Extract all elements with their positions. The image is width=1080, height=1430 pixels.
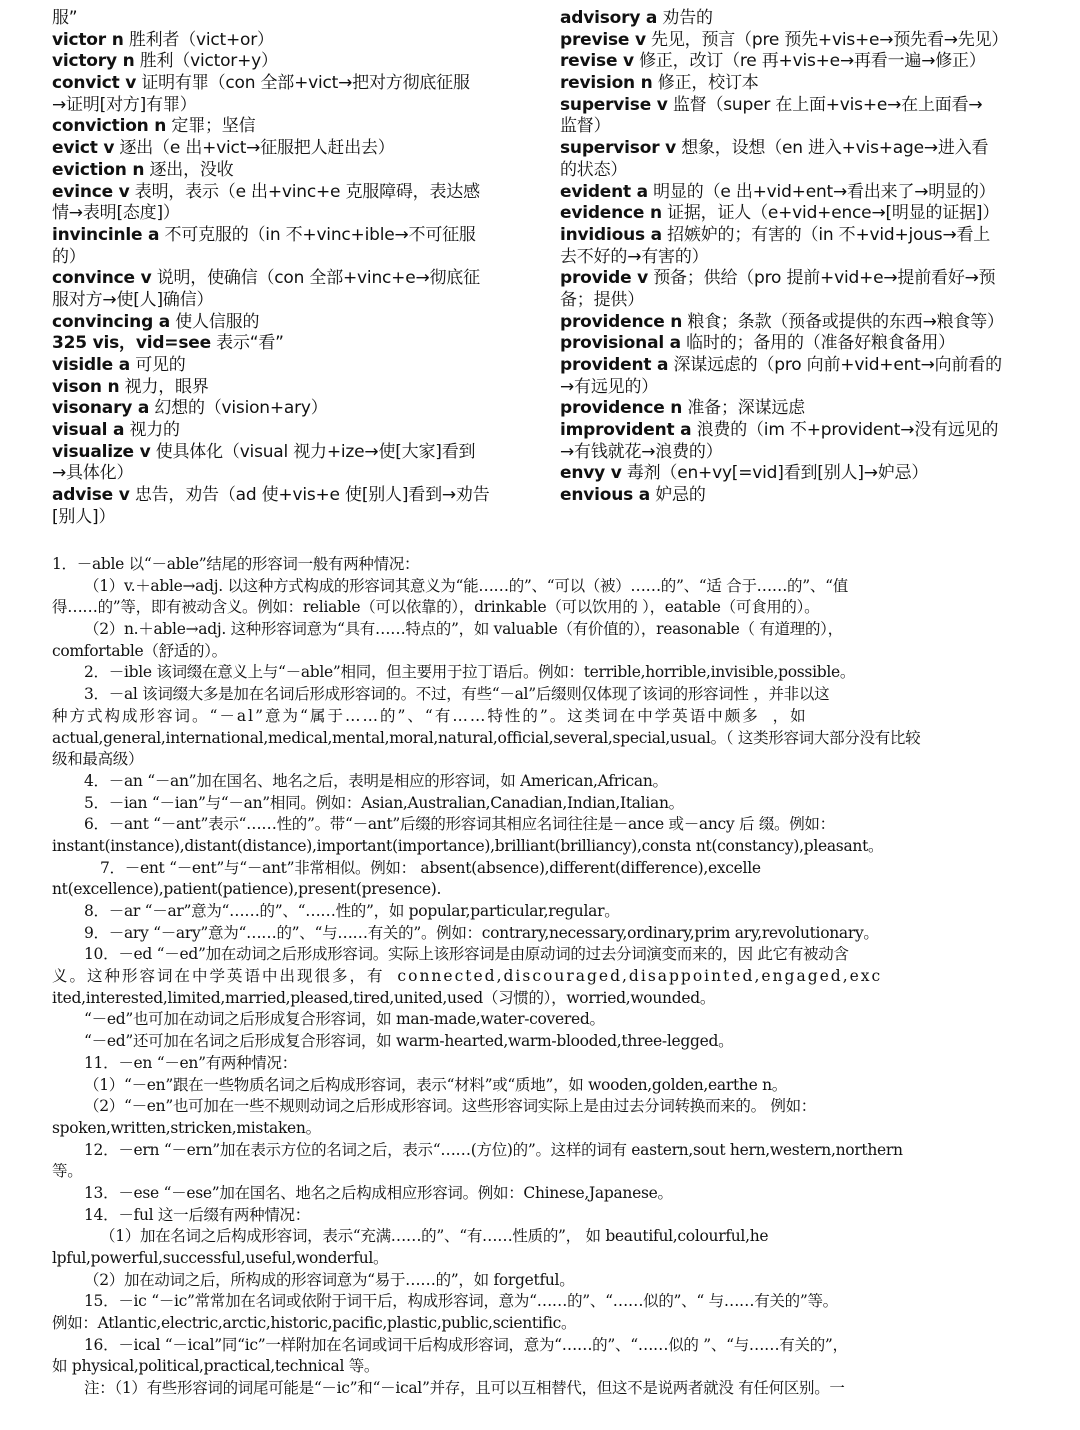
- definition: 预备；供给（pro 提前+vid+e→提前看好→预: [648, 268, 996, 289]
- vocab-entry-line: [52, 333, 530, 355]
- text-line: 12．－ern “－ern”加在表示方位的名词之后，表示“……(方位)的”。这样的词有 eastern,sout hern,western,northern: [84, 1140, 903, 1159]
- text-line: 10．－ed “－ed”加在动词之后形成形容词。实际上该形容词是由原动词的过去分词演变而来的，因 此它有被动含: [84, 945, 849, 964]
- headword: evince v: [52, 181, 130, 202]
- vocab-entry-line: [52, 485, 530, 507]
- text-line: 3．－al 该词缀大多是加在名词后形成形容词的。不过，有些“－al”后缀则仅体现了该词的形容词性 ，并非以这: [84, 685, 830, 704]
- headword: revision n: [560, 73, 653, 94]
- headword: provide v: [560, 268, 649, 289]
- vocab-entry-line: [52, 463, 530, 485]
- vocab-entry-line: [560, 333, 1038, 355]
- text-line: ited,interested,limited,married,pleased,tired,united,used（习惯的），worried,wounded。: [52, 988, 716, 1007]
- vocab-entry-line: [52, 73, 530, 95]
- vocab-entry-line: [52, 51, 530, 73]
- definition: 定罪；坚信: [166, 116, 256, 137]
- definition: 使人信服的: [170, 311, 260, 332]
- vocab-column-right: [560, 8, 1038, 507]
- definition: 先见，预言（pre 预先+vis+e→预先看→先见）: [645, 29, 1009, 50]
- headword: eviction n: [52, 159, 145, 180]
- vocab-entry-line: [52, 268, 530, 290]
- vocab-entry-line: [560, 377, 1038, 399]
- definition: 劝告的: [657, 8, 713, 28]
- definition: 服对方→使[人]确信）: [52, 289, 214, 310]
- headword: revise v: [560, 51, 634, 72]
- headword: evident a: [560, 181, 648, 202]
- headword: evict v: [52, 138, 115, 159]
- definition: 不可克服的（in 不+vinc+ible→不可征服: [159, 224, 476, 245]
- text-line: 级和最高级）: [52, 750, 144, 769]
- headword: provisional a: [560, 333, 681, 354]
- vocab-entry-line: [560, 268, 1038, 290]
- text-line: “－ed”还可加在名词之后形成复合形容词，如 warm-hearted,warm-blooded,three-legged。: [84, 1032, 734, 1051]
- definition: 准备；深谋远虑: [682, 398, 805, 419]
- definition: 妒忌的: [650, 485, 706, 506]
- vocab-entry-line: [560, 420, 1038, 442]
- headword: 325 vis，vid=see: [52, 333, 211, 354]
- text-line: 14．－ful 这一后缀有两种情况：: [84, 1205, 310, 1224]
- vocab-entry-line: [560, 355, 1038, 377]
- text-line: “－ed”也可加在动词之后形成复合形容词，如 man-made,water-covered。: [84, 1010, 605, 1029]
- vocab-entry-line: [52, 203, 530, 225]
- headword: envious a: [560, 485, 651, 506]
- text-line: （2）n.＋able→adj. 这种形容词意为“具有……特点的”，如 valuable（有价值的），reasonable（ 有道理的），: [84, 620, 843, 639]
- headword: vison n: [52, 376, 120, 397]
- text-line: 9．－ary “－ary”意为“……的”、“与……有关的”。例如：contrary,necessary,ordinary,prim ary,revolutionary。: [84, 923, 879, 942]
- definition: 去不好的→有害的）: [560, 246, 709, 267]
- vocab-entry-line: [52, 8, 530, 30]
- headword: advise v: [52, 485, 130, 506]
- text-line: 4．－an “－an”加在国名、地名之后，表明是相应的形容词，如 American,African。: [84, 771, 668, 790]
- text-line: 义。这种形容词在中学英语中出现很多，有 connected,discouraged,disappointed,engaged,exc: [52, 967, 883, 986]
- text-line: 例如：Atlantic,electric,arctic,historic,pacific,plastic,public,scientific。: [52, 1314, 577, 1333]
- vocab-entry-line: [560, 203, 1038, 225]
- text-line: 13．－ese “－ese”加在国名、地名之后构成相应形容词。例如：Chinese,Japanese。: [84, 1183, 673, 1202]
- definition: 逐出（e 出+vict→征服把人赶出去）: [114, 138, 395, 159]
- headword: visidle a: [52, 355, 130, 375]
- text-line: （1）加在名词之后构成形容词，表示“充满……的”、“有……性质的”， 如 beautiful,colourful,he: [100, 1227, 769, 1246]
- headword: visonary a: [52, 398, 150, 419]
- text-line: 得……的”等，即有被动含义。例如：reliable（可以依靠的），drinkable（可以饮用的 ），eatable（可食用的）。: [52, 598, 820, 617]
- definition: 浪费的（im 不+provident→没有远见的: [691, 420, 999, 441]
- text-line: 2．－ible 该词缀在意义上与“－able”相同，但主要用于拉丁语后。例如：terrible,horrible,invisible,possible。: [84, 663, 856, 682]
- vocab-entry-line: [52, 138, 530, 160]
- headword: previse v: [560, 29, 646, 50]
- vocab-entry-line: [52, 398, 530, 420]
- definition: 胜利者（vict+or）: [123, 29, 274, 50]
- definition: 的）: [52, 246, 86, 267]
- headword: provident a: [560, 355, 669, 375]
- vocab-entry-line: [560, 95, 1038, 117]
- text-line: comfortable（舒适的）。: [52, 641, 227, 660]
- definition: 表明，表示（e 出+vinc+e 克服障碍，表达感: [129, 181, 480, 202]
- definition: 备；提供）: [560, 289, 644, 310]
- vocab-entry-line: [560, 463, 1038, 485]
- headword: providence n: [560, 398, 683, 419]
- definition: 想象，设想（en 进入+vis+age→进入看: [676, 138, 989, 159]
- definition: 修正，改订（re 再+vis+e→再看一遍→修正）: [633, 51, 986, 72]
- headword: envy v: [560, 463, 622, 484]
- headword: visualize v: [52, 441, 151, 462]
- text-line: 等。: [52, 1162, 83, 1181]
- vocab-entry-line: [560, 225, 1038, 247]
- vocab-entry-line: [52, 182, 530, 204]
- headword: advisory a: [560, 8, 658, 28]
- text-line: （1）v.＋able→adj. 以这种方式构成的形容词其意义为“能……的”、“可以（被）……的”、“适 合于……的”、“值: [84, 576, 848, 595]
- vocab-entry-line: [560, 182, 1038, 204]
- text-line: lpful,powerful,successful,useful,wonderful。: [52, 1249, 389, 1267]
- definition: 证据，证人（e+vid+ence→[明显的证据]）: [661, 203, 1000, 224]
- headword: providence n: [560, 311, 683, 332]
- vocab-entry-line: [560, 160, 1038, 182]
- definition: 的状态）: [560, 159, 628, 180]
- text-line: instant(instance),distant(distance),important(importance),brilliant(brilliancy),consta nt(constancy),pleasant。: [52, 836, 884, 855]
- definition: 忠告，劝告（ad 使+vis+e 使[别人]看到→劝告: [129, 485, 490, 506]
- vocab-entry-line: [52, 420, 530, 442]
- text-line: 种方式构成形容词。“－al”意为“属于……的”、“有……特性的”。这类词在中学英语中颇多 ，如: [52, 706, 808, 725]
- text-line: 15．－ic “－ic”常常加在名词或依附于词干后，构成形容词，意为“……的”、“……似的”、“ 与……有关的”等。: [84, 1292, 838, 1311]
- text-line: 如 physical,political,practical,technical 等。: [52, 1357, 380, 1376]
- text-line: actual,general,international,medical,mental,moral,natural,official,several,special,usual。（ 这类形容词大部分没有比较: [52, 728, 921, 747]
- text-line: 8．－ar “－ar”意为“……的”、“……性的”，如 popular,particular,regular。: [84, 902, 620, 920]
- vocab-entry-line: [52, 95, 530, 117]
- vocab-entry-line: [560, 442, 1038, 464]
- headword: invincinle a: [52, 224, 160, 245]
- vocab-entry-line: [560, 290, 1038, 312]
- text-line: （2）“－en”也可加在一些不规则动词之后形成形容词。这些形容词实际上是由过去分词转换而来的。 例如：: [84, 1097, 816, 1116]
- definition: →证明[对方]有罪）: [52, 94, 197, 115]
- text-line: 6．－ant “－ant”表示“……性的”。带“－ant”后缀的形容词其相应名词往往是－ance 或－ancy 后 缀。例如：: [84, 815, 835, 834]
- definition: 胜利（victor+y）: [134, 51, 278, 72]
- headword: improvident a: [560, 420, 692, 441]
- headword: victory n: [52, 51, 135, 72]
- definition: 情→表明[态度]）: [52, 203, 180, 224]
- definition: 粮食；条款（预备或提供的东西→粮食等）: [682, 311, 1004, 332]
- vocab-entry-line: [560, 30, 1038, 52]
- headword: convince v: [52, 268, 152, 289]
- definition: 监督）: [560, 116, 611, 137]
- vocab-entry-line: [560, 312, 1038, 334]
- vocab-entry-line: [52, 507, 530, 529]
- definition: 临时的；备用的（准备好粮食备用）: [680, 333, 955, 354]
- text-line: 注：（1）有些形容词的词尾可能是“－ic”和“－ical”并存，且可以互相替代，但这不是说两者就没 有任何区别。一: [84, 1379, 845, 1398]
- headword: evidence n: [560, 203, 662, 224]
- headword: invidious a: [560, 224, 662, 245]
- definition: 深谋远虑的（pro 向前+vid+ent→向前看的: [668, 355, 1002, 375]
- headword: conviction n: [52, 116, 167, 137]
- vocab-entry-line: [52, 290, 530, 312]
- vocab-entry-line: [560, 8, 1038, 30]
- vocab-entry-line: [560, 485, 1038, 507]
- vocab-entry-line: [560, 138, 1038, 160]
- text-line: 1．－able 以“－able”结尾的形容词一般有两种情况：: [52, 555, 420, 573]
- definition: 表示“看”: [210, 333, 284, 354]
- vocab-entry-line: [560, 116, 1038, 138]
- headword: convict v: [52, 73, 137, 94]
- definition: 视力，眼界: [119, 376, 209, 397]
- text-line: 7．－ent “－ent”与“－ant”非常相似。例如： absent(absence),different(difference),excelle: [100, 858, 761, 877]
- vocabulary-section: [0, 8, 1080, 542]
- definition: 招嫉妒的；有害的（in 不+vid+jous→看上: [661, 224, 991, 245]
- definition: 幻想的（vision+ary）: [149, 398, 328, 419]
- definition: →有钱就花→浪费的）: [560, 441, 723, 462]
- definition: →有远见的）: [560, 376, 659, 397]
- definition: 使具体化（visual 视力+ize→使[大家]看到: [150, 441, 476, 462]
- headword: victor n: [52, 29, 124, 50]
- vocab-entry-line: [52, 225, 530, 247]
- vocab-entry-line: [52, 355, 530, 377]
- definition: 逐出，没收: [144, 159, 234, 180]
- text-line: 11．－en “－en”有两种情况：: [84, 1053, 297, 1072]
- definition: 说明，使确信（con 全部+vinc+e→彻底征: [151, 268, 480, 289]
- vocab-entry-line: [52, 247, 530, 269]
- headword: supervise v: [560, 94, 668, 115]
- vocab-entry-line: [560, 51, 1038, 73]
- definition: 服”: [52, 8, 78, 28]
- text-line: 5．－ian “－ian”与“－an”相同。例如：Asian,Australian,Canadian,Indian,Italian。: [84, 793, 684, 812]
- text-line: （1）“－en”跟在一些物质名词之后构成形容词，表示“材料”或“质地”，如 wooden,golden,earthe n。: [84, 1075, 787, 1094]
- text-line: 16．－ical “－ical”同“ic”一样附加在名词或词干后构成形容词，意为“……的”、“……似的 ”、“与……有关的”，: [84, 1335, 848, 1354]
- definition: 监督（super 在上面+vis+e→在上面看→: [667, 94, 983, 115]
- definition: [别人]）: [52, 506, 116, 527]
- definition: 毒剂（en+vy[=vid]看到[别人]→妒忌）: [621, 463, 929, 484]
- vocab-entry-line: [52, 116, 530, 138]
- text-line: nt(excellence),patient(patience),present(presence).: [52, 880, 442, 899]
- definition: 证明有罪（con 全部+vict→把对方彻底征服: [136, 73, 470, 94]
- definition: →具体化）: [52, 463, 134, 484]
- vocab-column-left: [52, 8, 530, 529]
- vocab-entry-line: [52, 377, 530, 399]
- vocab-entry-line: [560, 247, 1038, 269]
- headword: supervisor v: [560, 138, 676, 159]
- vocab-entry-line: [560, 73, 1038, 95]
- suffix-notes-section: [52, 554, 1032, 1426]
- vocab-entry-line: [560, 398, 1038, 420]
- definition: 可见的: [129, 355, 186, 375]
- vocab-entry-line: [52, 442, 530, 464]
- headword: visual a: [52, 420, 125, 441]
- vocab-entry-line: [52, 160, 530, 182]
- definition: 明显的（e 出+vid+ent→看出来了→明显的）: [647, 181, 996, 202]
- text-line: （2）加在动词之后，所构成的形容词意为“易于……的”，如 forgetful。: [84, 1270, 575, 1289]
- definition: 修正，校订本: [652, 73, 759, 94]
- text-line: spoken,written,stricken,mistaken。: [52, 1118, 321, 1137]
- vocab-entry-line: [52, 312, 530, 334]
- headword: convincing a: [52, 311, 171, 332]
- definition: 视力的: [124, 420, 180, 441]
- vocab-entry-line: [52, 30, 530, 52]
